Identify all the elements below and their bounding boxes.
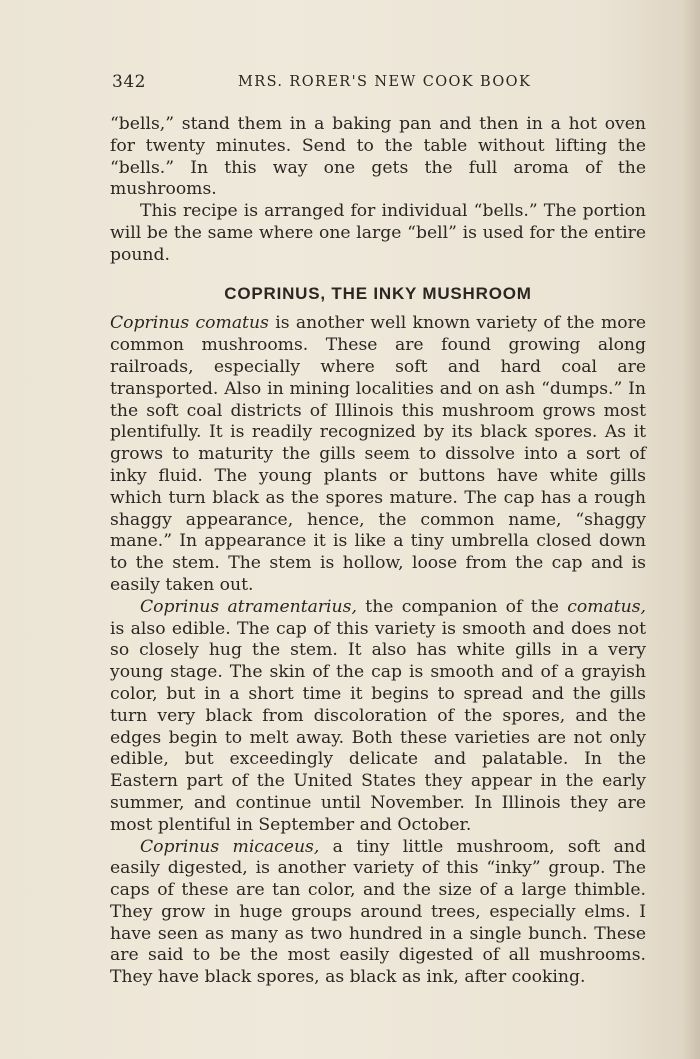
page-number: 342 <box>112 72 146 92</box>
paragraph-text: the companion of the <box>356 596 568 617</box>
paragraph-text: is another well known variety of the more common mushrooms. These are found growing along railroads, especially where soft and hard coal are transported. Also in mining localities and on ash “dumps.” In the soft coal districts of Illinois this mushroom grows most plentifully. It is readily recognized by its black spores. As it grows to maturity the gills seem to dissolve into a sort of inky fluid. The young plants or buttons have white gills which turn black as the spores mature. The cap has a rough shaggy appearance, hence, the common name, “shaggy mane.” In appearance it is like a tiny umbrella closed down to the stem. The stem is hollow, loose from the cap and is easily taken out. <box>110 313 646 595</box>
section-heading: COPRINUS, THE INKY MUSHROOM <box>224 283 532 303</box>
paragraph-text: a tiny little mushroom, soft and easily digested, is another variety of this “inky” group. The caps of these are tan color, and the size of a large thimble. They grow in huge groups around trees, especially elms. I have seen as many as two hundred in a single bunch. These are said to be the most easily digested of all mushrooms. They have black spores, as black as ink, after cooking. <box>110 836 646 988</box>
paragraph-coprinus-comatus <box>110 313 646 596</box>
paragraph-text: is also edible. The cap of this variety is smooth and does not so closely hug the stem. It also has white gills in a very young stage. The skin of the cap is smooth and of a grayish color, but in a short time it begins to spread and the gills turn very black from discoloration of the spores, and the edges begin to melt away. Both these varieties are not only edible, but exceedingly delicate and palatable. In the Eastern part of the United States they appear in the early summer, and continue until November. In Illinois they are most plentiful in September and October. <box>110 618 646 835</box>
running-title: MRS. RORER'S NEW COOK BOOK <box>238 74 532 90</box>
page-edge-shadow <box>682 0 700 1059</box>
paragraph-continuation: “bells,” stand them in a baking pan and then in a hot oven for twenty minutes. Send to the table without lifting the “bells.” In this way one gets the full aroma of the mushrooms. <box>110 114 646 200</box>
page-header <box>112 72 647 96</box>
species-name: Coprinus micaceus, <box>140 836 320 857</box>
species-name: comatus, <box>567 596 647 617</box>
page-body <box>110 114 646 989</box>
species-name: Coprinus comatus <box>110 313 269 334</box>
paragraph-coprinus-atramentarius <box>110 597 646 837</box>
paragraph-coprinus-micaceus <box>110 837 646 990</box>
paragraph-recipe-note: This recipe is arranged for individual “bells.” The portion will be the same where one large “bell” is used for the entire pound. <box>110 201 646 265</box>
species-name: Coprinus atramentarius, <box>140 596 357 617</box>
